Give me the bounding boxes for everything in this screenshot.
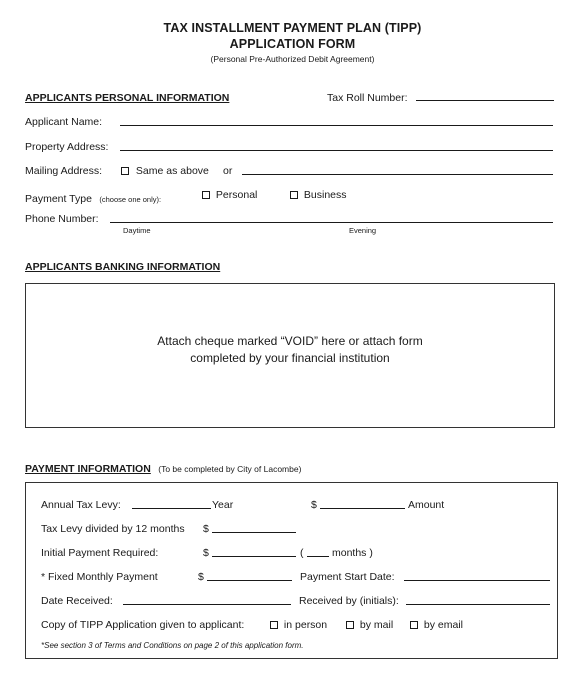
terms-footnote: *See section 3 of Terms and Conditions on page 2 of this application form. <box>41 641 304 650</box>
by-mail-option[interactable] <box>346 619 393 631</box>
received-by-field[interactable] <box>406 604 550 605</box>
annual-levy-label: Annual Tax Levy: <box>41 499 121 511</box>
business-option[interactable] <box>290 189 347 201</box>
by-email-option[interactable] <box>410 619 463 631</box>
banking-info-heading: APPLICANTS BANKING INFORMATION <box>25 261 221 273</box>
initial-payment-field[interactable] <box>212 556 296 557</box>
levy-divided-field[interactable] <box>212 532 296 533</box>
same-as-above-label: Same as above <box>135 165 209 177</box>
annual-levy-year-field[interactable] <box>132 508 211 509</box>
choose-one-note: (choose one only): <box>99 195 162 204</box>
business-option-label: Business <box>303 189 347 201</box>
property-address-field[interactable] <box>120 150 553 151</box>
in-person-option[interactable] <box>270 619 327 631</box>
applicant-name-label: Applicant Name: <box>25 116 103 128</box>
levy-divided-label: Tax Levy divided by 12 months <box>41 523 185 535</box>
by-mail-checkbox[interactable] <box>346 621 354 629</box>
form-subtitle-note: (Personal Pre-Authorized Debit Agreement) <box>210 54 375 64</box>
date-received-label: Date Received: <box>41 595 113 607</box>
payment-type-label: Payment Type <box>25 193 92 205</box>
months-paren-open: ( <box>300 547 304 559</box>
levy-divided-dollar-sign: $ <box>203 523 209 535</box>
fixed-monthly-label: * Fixed Monthly Payment <box>41 571 158 583</box>
payment-info-heading-group <box>25 459 301 477</box>
same-as-above-option[interactable] <box>121 165 209 177</box>
received-by-label: Received by (initials): <box>299 595 399 607</box>
form-title: TAX INSTALLMENT PAYMENT PLAN (TIPP) <box>163 21 422 35</box>
amount-dollar-sign: $ <box>311 499 317 511</box>
form-subtitle: APPLICATION FORM <box>229 37 356 51</box>
business-checkbox[interactable] <box>290 191 298 199</box>
by-email-checkbox[interactable] <box>410 621 418 629</box>
personal-option[interactable] <box>202 189 257 201</box>
phone-number-field[interactable] <box>110 222 553 223</box>
personal-info-heading: APPLICANTS PERSONAL INFORMATION <box>25 92 230 104</box>
mailing-address-field[interactable] <box>242 174 553 175</box>
mailing-address-label: Mailing Address: <box>25 165 103 177</box>
initial-payment-months-field[interactable] <box>307 556 329 557</box>
year-label: Year <box>212 499 234 511</box>
initial-payment-dollar-sign: $ <box>203 547 209 559</box>
annual-levy-amount-field[interactable] <box>320 508 405 509</box>
by-email-label: by email <box>423 619 464 631</box>
daytime-label: Daytime <box>123 226 151 235</box>
void-cheque-instruction-line1: Attach cheque marked “VOID” here or attach form <box>157 334 423 348</box>
applicant-name-field[interactable] <box>120 125 553 126</box>
payment-type-label-group <box>25 189 161 207</box>
start-date-field[interactable] <box>404 580 550 581</box>
evening-label: Evening <box>349 226 377 235</box>
amount-label: Amount <box>408 499 445 511</box>
or-label: or <box>223 165 233 177</box>
payment-info-heading: PAYMENT INFORMATION <box>25 463 151 475</box>
fixed-monthly-dollar-sign: $ <box>198 571 204 583</box>
property-address-label: Property Address: <box>25 141 109 153</box>
copy-given-label: Copy of TIPP Application given to applicant: <box>41 619 245 631</box>
start-date-label: Payment Start Date: <box>300 571 395 583</box>
personal-checkbox[interactable] <box>202 191 210 199</box>
payment-info-note: (To be completed by City of Lacombe) <box>158 464 302 474</box>
void-cheque-instruction-line2: completed by your financial institution <box>190 351 390 365</box>
tax-roll-label: Tax Roll Number: <box>327 92 408 104</box>
fixed-monthly-field[interactable] <box>207 580 292 581</box>
in-person-checkbox[interactable] <box>270 621 278 629</box>
initial-payment-label: Initial Payment Required: <box>41 547 159 559</box>
phone-number-label: Phone Number: <box>25 213 99 225</box>
same-as-above-checkbox[interactable] <box>121 167 129 175</box>
in-person-label: in person <box>283 619 328 631</box>
date-received-field[interactable] <box>123 604 291 605</box>
months-label: months ) <box>332 547 373 559</box>
personal-option-label: Personal <box>215 189 258 201</box>
by-mail-label: by mail <box>359 619 394 631</box>
tax-roll-field[interactable] <box>416 100 554 101</box>
